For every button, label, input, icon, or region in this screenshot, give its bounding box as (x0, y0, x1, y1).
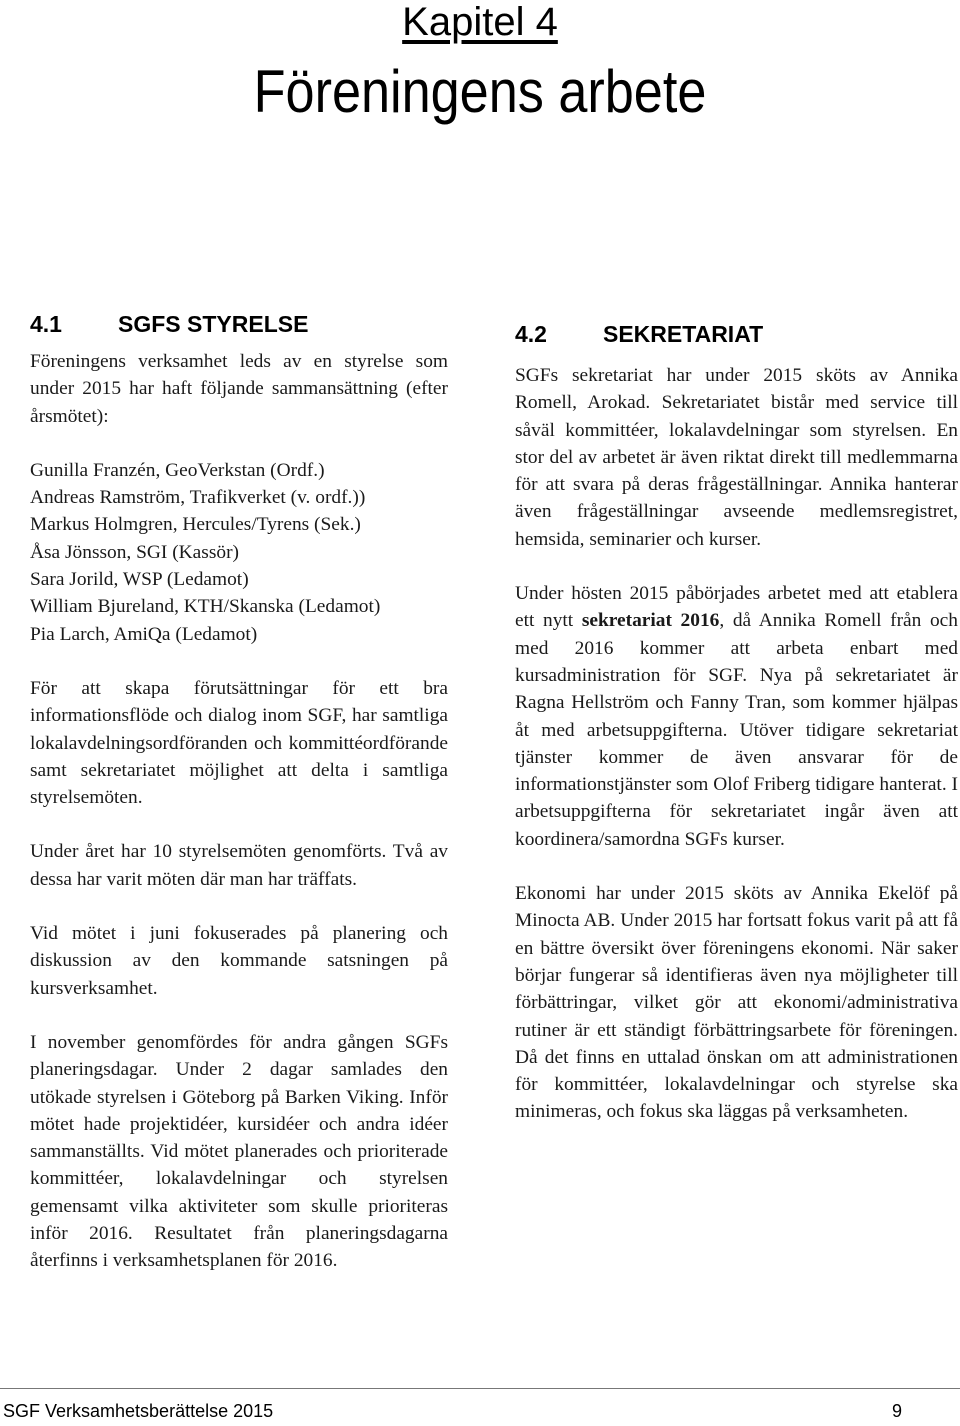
left-column (30, 310, 448, 1302)
intro-paragraph: Föreningens verksamhet leds av en styrelse som under 2015 har haft följande sammansättning (efter årsmötet): (30, 351, 448, 427)
board-member: Andreas Ramström, Trafikverket (v. ordf.)) (30, 487, 366, 509)
footer-document-title: SGF Verksamhetsberättelse 2015 (3, 1401, 274, 1421)
chapter-label: Kapitel 4 (402, 0, 558, 44)
board-member: William Bjureland, KTH/Skanska (Ledamot) (30, 596, 381, 618)
section-heading-styrelse (30, 310, 448, 338)
right-column (515, 320, 958, 1153)
paragraph: För att skapa förutsättningar för ett bra informationsflöde och dialog inom SGF, har samtliga lokalavdelningsordföranden och kommittéordförande samt sekretariatet möjlighet att delta i samtliga styrelsemöten. (30, 677, 448, 809)
paragraph: Ekonomi har under 2015 sköts av Annika Ekelöf på Minocta AB. Under 2015 har fortsatt fokus varit på att få en bättre översikt över föreningens ekonomi. När saker börjar fungerar så identifieras även nya möjligheter till förbättringar, vilket gör att ekonomi/administrativa rutiner är ett ständigt förbättringsarbete för föreningen. Då det finns en uttalad önskan om att administrationen för kommittéer, lokalavdelningar och styrelse ska minimeras, och fokus ska läggas på verksamheten. (515, 883, 958, 1123)
board-member-list (30, 457, 448, 648)
paragraph (515, 580, 958, 853)
text-run: , då Annika Romell från och med 2016 kommer att arbeta enbart med kursadministration för SGF. Nya på sekretariatet är Ragna Hellström och Fanny Tran, som kommer hjälpas åt med arbetsuppgifterna. Utöver tidigare sekretariat tjänster kommer de även ansvarar för de informationstjänster som Olof Friberg tidigare hanterat. I arbetsuppgifterna för sekretariatet ingår även att koordinera/samordna SGFs kurser. (515, 610, 958, 850)
board-member: Markus Holmgren, Hercules/Tyrens (Sek.) (30, 514, 361, 536)
board-member: Gunilla Franzén, GeoVerkstan (Ordf.) (30, 459, 325, 481)
bold-text: sekretariat 2016 (581, 610, 720, 632)
paragraph: Vid mötet i juni fokuserades på planering och diskussion av den kommande satsningen på kursverksamhet. (30, 923, 448, 999)
section-title: SGFS STYRELSE (118, 311, 309, 337)
board-member: Pia Larch, AmiQa (Ledamot) (30, 623, 258, 645)
page-number: 9 (891, 1401, 902, 1421)
paragraph: SGFs sekretariat har under 2015 sköts av Annika Romell, Arokad. Sekretariatet bistår med service till såväl kommittéer, lokalavdelningar som styrelsen. En stor del av arbetet är även riktat direkt till medlemmarna för att svara på deras frågeställningar. Annika hanterar även frågeställningar avseende medlemsregistret, hemsida, seminarier och kurser. (515, 365, 958, 550)
chapter-title: Föreningens arbete (253, 58, 707, 125)
page-footer (0, 1388, 960, 1426)
text-run: Under hösten 2015 påbörjades arbetet med att etablera ett nytt (515, 583, 958, 632)
board-member: Sara Jorild, WSP (Ledamot) (30, 569, 249, 591)
section-number: 4.1 (30, 311, 62, 337)
board-member: Åsa Jönsson, SGI (Kassör) (30, 541, 239, 563)
section-heading-sekretariat (515, 320, 958, 348)
section-title: SEKRETARIAT (603, 321, 764, 347)
section-number: 4.2 (515, 321, 547, 347)
paragraph: Under året har 10 styrelsemöten genomförts. Två av dessa har varit möten där man har träffats. (30, 841, 448, 890)
paragraph: I november genomfördes för andra gången SGFs planeringsdagar. Under 2 dagar samlades den utökade styrelsen i Göteborg på Barken Viking. Inför mötet hade projektidéer, kursidéer och andra idéer sammanställts. Vid mötet planerades och prioriterade kommittéer, lokalavdelningar och styrelsen gemensamt vilka aktiviteter som skulle prioriteras inför 2016. Resultatet från planeringsdagarna återfinns i verksamhetsplanen för 2016. (30, 1031, 448, 1272)
